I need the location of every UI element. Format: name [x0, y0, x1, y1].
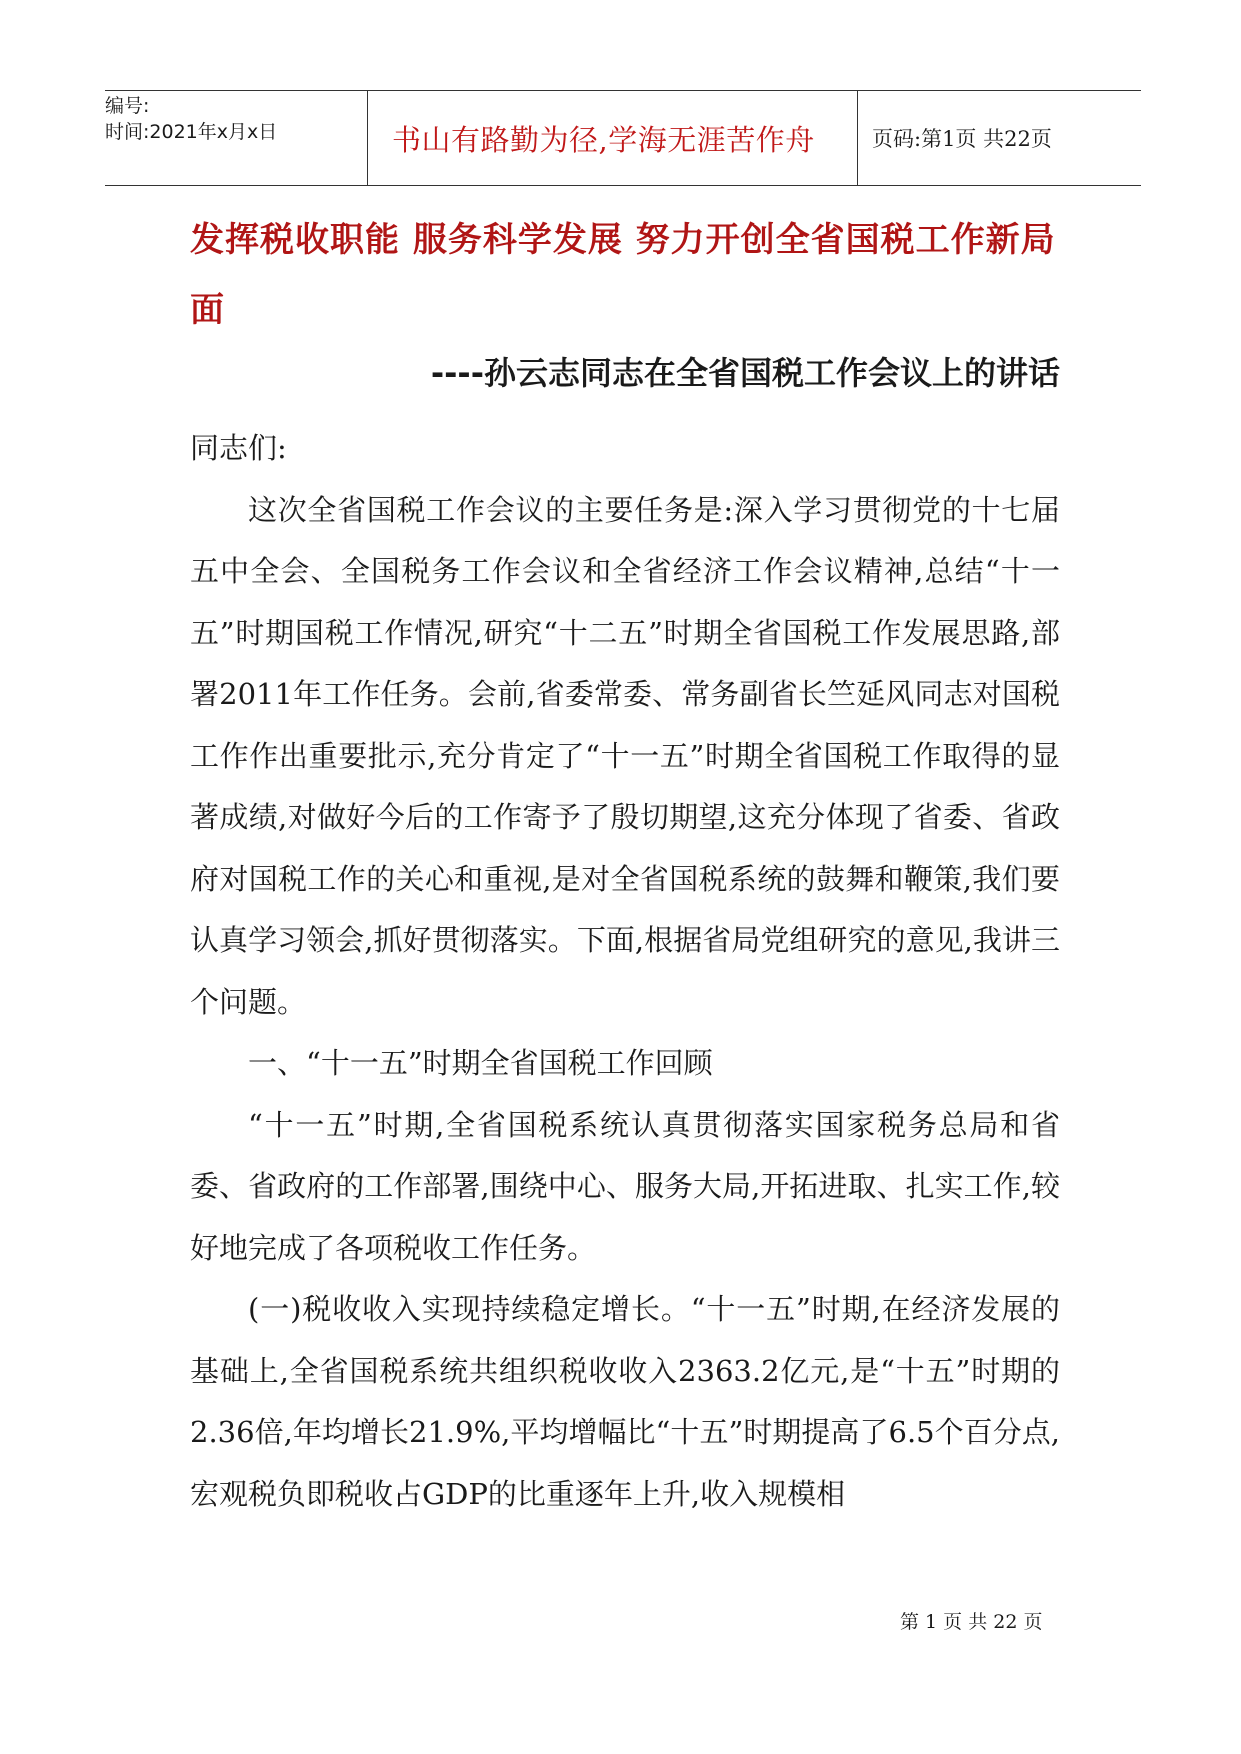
header-motto-cell [368, 91, 858, 185]
header-page-code-cell [858, 91, 1141, 185]
document-subtitle: ----孙云志同志在全省国税工作会议上的讲话 [430, 354, 1060, 392]
header-meta [105, 91, 368, 185]
number-label: 编号: [105, 95, 150, 117]
greeting: 同志们: [190, 431, 287, 465]
time-label: 时间:2021年x月x日 [105, 121, 278, 143]
motto: 书山有路勤为径,学海无涯苦作舟 [392, 122, 815, 157]
document-body [190, 418, 1060, 1525]
page-footer: 第 1 页 共 22 页 [900, 1611, 1043, 1633]
paragraph: 这次全省国税工作会议的主要任务是:深入学习贯彻党的十七届五中全会、全国税务工作会议和全省经济工作会议精神,总结“十一五”时期国税工作情况,研究“十二五”时期全省国税工作发展思路,部署2011年工作任务。会前,省委常委、常务副省长竺延风同志对国税工作作出重要批示,充分肯定了“十一五”时期全省国税工作取得的显著成绩,对做好今后的工作寄予了殷切期望,这充分体现了省委、省政府对国税工作的关心和重视,是对全省国税系统的鼓舞和鞭策,我们要认真学习领会,抓好贯彻落实。下面,根据省局党组研究的意见,我讲三个问题。 [190, 492, 1060, 1019]
document-title: 发挥税收职能 服务科学发展 努力开创全省国税工作新局面 [190, 220, 1056, 330]
document-header [105, 90, 1141, 186]
page-code: 页码:第1页 共22页 [872, 127, 1052, 151]
section-heading: 一、“十一五”时期全省国税工作回顾 [248, 1046, 713, 1080]
paragraph: “十一五”时期,全省国税系统认真贯彻落实国家税务总局和省委、省政府的工作部署,围绕中心、服务大局,开拓进取、扎实工作,较好地完成了各项税收工作任务。 [190, 1107, 1060, 1265]
paragraph: (一)税收收入实现持续稳定增长。“十一五”时期,在经济发展的基础上,全省国税系统共组织税收收入2363.2亿元,是“十五”时期的2.36倍,年均增长21.9%,平均增幅比“十五”时期提高了6.5个百分点,宏观税负即税收占GDP的比重逐年上升,收入规模相 [190, 1292, 1060, 1511]
